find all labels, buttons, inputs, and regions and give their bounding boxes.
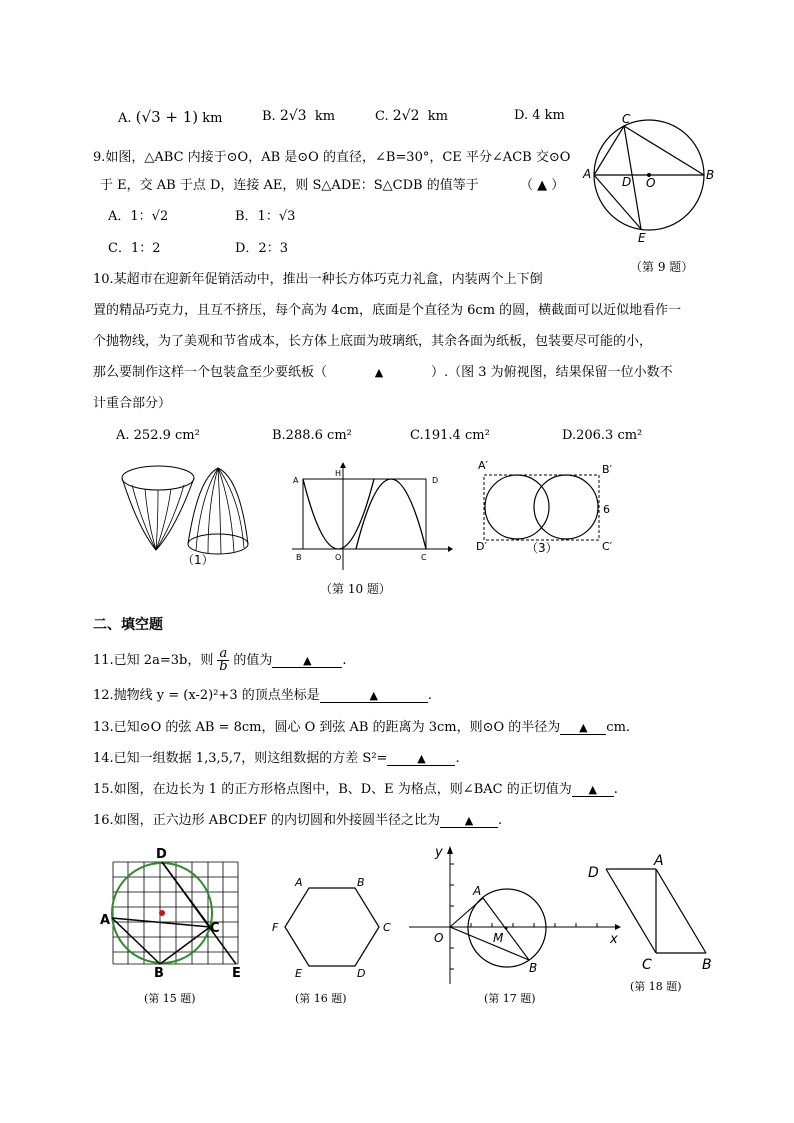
- fig10-2-label-o: O: [335, 553, 342, 562]
- fig10-3-caption: （3）: [526, 541, 558, 555]
- fig10-3-label-d: D′: [476, 540, 487, 553]
- fig16-hexagon-diagram: [265, 870, 405, 985]
- fig10-chocolates-drawing: [118, 458, 268, 568]
- fig9-circle-diagram: [580, 108, 720, 248]
- fig16-label-e: E: [295, 967, 302, 980]
- fig17-label-x: x: [610, 932, 618, 947]
- q9-answer-blank: （ ▲ ）: [520, 178, 565, 193]
- fig10-2-label-c: C: [421, 553, 427, 562]
- fig10-2-label-h: H: [335, 469, 342, 478]
- q11-fraction: $\frac{a}{b}$: [219, 646, 228, 674]
- fig15-label-c: C: [210, 921, 220, 936]
- fig16-label-f: F: [272, 921, 279, 934]
- q16: 16.如图，正六边形 ABCDEF 的内切圆和外接圆半径之比为 ▲ .: [93, 813, 503, 828]
- fig15-label-a: A: [100, 913, 111, 928]
- fig16-label-d: D: [357, 967, 366, 980]
- fig15-label-e: E: [232, 966, 241, 981]
- q10-stem-line4: 那么要制作这样一个包装盒至少要纸板（ ▲ ）.（图 3 为俯视图，结果保留一位小数不: [93, 365, 673, 380]
- fig10-2-label-d: D: [432, 476, 439, 485]
- fig16-label-b: B: [357, 876, 365, 889]
- fig10-2-label-a: A: [293, 476, 299, 485]
- q9-option-b: B．1：√3: [235, 209, 296, 224]
- fig9-label-b: B: [706, 168, 715, 182]
- fig16-label-a: A: [295, 876, 303, 889]
- fig9-label-d: D: [622, 175, 632, 189]
- q10-option-d: D.206.3 cm²: [562, 428, 643, 443]
- q9-option-a: A．1：√2: [108, 209, 169, 224]
- fig10-caption: （第 10 题）: [320, 582, 391, 596]
- q9-option-c: C．1：2: [108, 241, 161, 256]
- q9-stem-line2: 于 E，交 AB 于点 D，连接 AE，则 S△ADE：S△CDB 的值等于: [100, 178, 479, 193]
- q8-option-d: D. 4 km: [514, 108, 565, 123]
- fig18-label-c: C: [642, 957, 652, 973]
- fig10-top-view: [472, 455, 632, 565]
- q10-option-b: B.288.6 cm²: [272, 428, 352, 443]
- fig15-label-d: D: [156, 847, 167, 862]
- fig10-2-label-b: B: [296, 553, 302, 562]
- section-title-fill-in: 二、填空题: [93, 617, 163, 633]
- fig16-caption: (第 16 题): [295, 992, 347, 1005]
- fig16-label-c: C: [383, 921, 391, 934]
- q10-stem-line5: 计重合部分）: [93, 396, 172, 411]
- fig9-label-e: E: [638, 231, 646, 245]
- q12: 12.抛物线 y = (x-2)²+3 的顶点坐标是 ▲ .: [93, 688, 432, 703]
- fig10-3-label-c: C′: [602, 540, 613, 553]
- fig15-label-b: B: [154, 966, 164, 981]
- q10-stem-line3: 个抛物线，为了美观和节省成本，长方体上底面为玻璃纸，其余各面为纸板，包装要尽可能的小，: [93, 334, 653, 349]
- fig17-caption: (第 17 题): [484, 992, 536, 1005]
- fig17-label-y: y: [435, 845, 443, 860]
- fig17-label-a: A: [473, 884, 482, 898]
- fig18-label-a: A: [654, 853, 664, 869]
- fig18-caption: (第 18 题): [630, 980, 682, 993]
- q8-option-c: C. 2√2 km: [375, 108, 448, 124]
- q9-stem-line1: 9.如图，△ABC 内接于⊙O，AB 是⊙O 的直径，∠B=30°，CE 平分∠ACB 交⊙O: [93, 150, 571, 165]
- q14: 14.已知一组数据 1,3,5,7，则这组数据的方差 S²= ▲ .: [93, 751, 460, 766]
- fig10-3-label-b: B′: [602, 463, 613, 476]
- q10-option-a: A. 252.9 cm²: [116, 428, 200, 443]
- q15: 15.如图，在边长为 1 的正方形格点图中，B、D、E 为格点，则∠BAC 的正切值为 ▲ .: [93, 782, 618, 797]
- q11: 11.已知 2a=3b，则 $\frac{a}{b}$ 的值为 ▲ .: [93, 646, 347, 674]
- fig18-label-d: D: [588, 865, 599, 881]
- q10-option-c: C.191.4 cm²: [410, 428, 490, 443]
- q13: 13.已知⊙O 的弦 AB = 8cm，圆心 O 到弦 AB 的距离为 3cm，则⊙O 的半径为 ▲ cm.: [93, 720, 631, 735]
- fig17-label-m: M: [493, 931, 504, 945]
- fig15-center-point: [159, 910, 165, 916]
- fig15-caption: (第 15 题): [144, 992, 196, 1005]
- q9-option-d: D．2：3: [235, 241, 288, 256]
- fig9-caption: （第 9 题）: [630, 260, 694, 274]
- fig10-3-label-a: A′: [478, 459, 489, 472]
- q8-option-b: B. 2√3 km: [262, 108, 336, 124]
- fig18-label-b: B: [702, 957, 712, 973]
- fig10-3-label-six: 6: [603, 503, 610, 516]
- fig10-parabola-cross-section: [288, 462, 453, 572]
- fig9-label-a: A: [583, 167, 592, 181]
- fig17-label-o: O: [434, 931, 444, 945]
- q10-stem-line1: 10.某超市在迎新年促销活动中，推出一种长方体巧克力礼盒，内装两个上下倒: [93, 272, 543, 287]
- fig18-parallelogram-diagram: [580, 845, 725, 980]
- q8-option-a: A. (√3 + 1) km: [118, 108, 223, 126]
- fig9-label-o: O: [646, 176, 656, 190]
- fig9-label-c: C: [622, 112, 631, 126]
- fig10-1-caption: （1）: [182, 553, 214, 567]
- q10-stem-line2: 置的精品巧克力，且互不挤压，每个高为 4cm，底面是个直径为 6cm 的圆，横截面可以近似地看作一: [93, 303, 682, 318]
- fig17-label-b: B: [529, 961, 538, 975]
- fig15-grid-diagram: [98, 842, 258, 982]
